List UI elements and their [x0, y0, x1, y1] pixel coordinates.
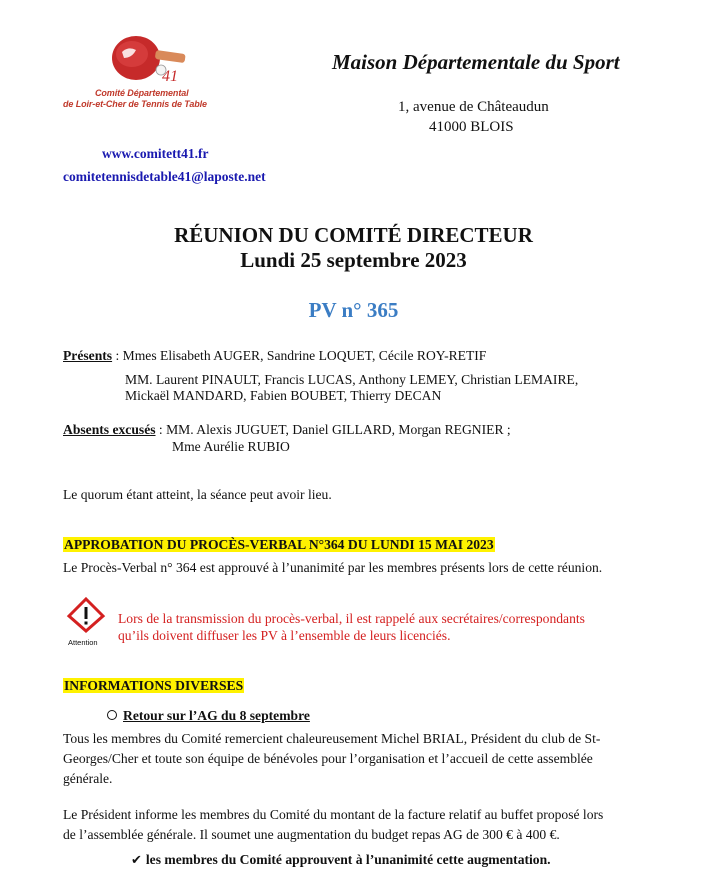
- committee-logo: [58, 32, 238, 116]
- para1-line3: générale.: [63, 771, 113, 786]
- present-line1: : Mmes Elisabeth AUGER, Sandrine LOQUET, Cécile ROY-RETIF: [112, 348, 487, 363]
- para1-line2: Georges/Cher et toute son équipe de bénévoles pour l’organisation et l’accueil de cette assemblée: [63, 751, 593, 766]
- logo-number: 41: [162, 68, 178, 85]
- bullet-item: [107, 706, 310, 726]
- approval-text: Le Procès-Verbal n° 364 est approuvé à l’unanimité par les membres présents lors de cette réunion.: [63, 560, 603, 575]
- para2-line1: Le Président informe les membres du Comité du montant de la facture relatif au buffet proposé lors: [63, 807, 604, 822]
- section-heading-approval: APPROBATION DU PROCÈS-VERBAL N°364 DU LUNDI 15 MAI 2023: [64, 537, 494, 552]
- absent-label: Absents excusés: [63, 422, 156, 437]
- meeting-date: Lundi 25 septembre 2023: [240, 248, 467, 272]
- absent-line1: : MM. Alexis JUGUET, Daniel GILLARD, Morgan REGNIER ;: [155, 422, 511, 437]
- attention-line2: qu’ils doivent diffuser les PV à l’ensemble de leurs licenciés.: [118, 628, 451, 643]
- para2-line2: de l’assemblée générale. Il soumet une augmentation du budget repas AG de 300 € à 400 €.: [63, 827, 560, 842]
- para1-line1: Tous les membres du Comité remercient chaleureusement Michel BRIAL, Président du club de St-: [63, 731, 601, 746]
- absent-line2: Mme Aurélie RUBIO: [172, 439, 290, 454]
- section-heading-info: INFORMATIONS DIVERSES: [64, 678, 244, 693]
- pv-number: PV n° 365: [308, 298, 399, 322]
- thanks-paragraph: [63, 729, 643, 789]
- present-label: Présents: [63, 348, 113, 363]
- circle-bullet-icon: [107, 710, 117, 720]
- attention-label: Attention: [68, 638, 98, 647]
- quorum-text: Le quorum étant atteint, la séance peut avoir lieu.: [63, 487, 332, 502]
- address-line2: 41000 BLOIS: [429, 119, 514, 135]
- logo-org-line2: de Loir-et-Cher de Tennis de Table: [63, 99, 207, 109]
- meeting-title: RÉUNION DU COMITÉ DIRECTEUR: [174, 223, 533, 247]
- attention-line1: Lors de la transmission du procès-verbal, il est rappelé aux secrétaires/correspondants: [118, 611, 585, 626]
- present-line3: Mickaël MANDARD, Fabien BOUBET, Thierry DECAN: [125, 388, 442, 403]
- email-link[interactable]: comitetennisdetable41@laposte.net: [63, 169, 266, 184]
- budget-paragraph: [63, 805, 643, 845]
- approval-row: [131, 850, 551, 871]
- present-row: [63, 346, 486, 366]
- house-title: Maison Départementale du Sport: [332, 50, 620, 74]
- attention-block: [66, 597, 110, 645]
- checkmark-icon: ✔: [131, 853, 142, 868]
- bullet-title: Retour sur l’AG du 8 septembre: [123, 708, 310, 723]
- website-link[interactable]: www.comitett41.fr: [102, 146, 209, 161]
- warning-icon: [66, 597, 106, 633]
- present-line2: MM. Laurent PINAULT, Francis LUCAS, Anthony LEMEY, Christian LEMAIRE,: [125, 372, 579, 387]
- ping-pong-paddle-icon: [58, 32, 238, 92]
- logo-org-line1: Comité Départemental: [95, 88, 189, 98]
- approval-statement: les membres du Comité approuvent à l’unanimité cette augmentation.: [145, 852, 551, 867]
- address-line1: 1, avenue de Châteaudun: [398, 99, 549, 115]
